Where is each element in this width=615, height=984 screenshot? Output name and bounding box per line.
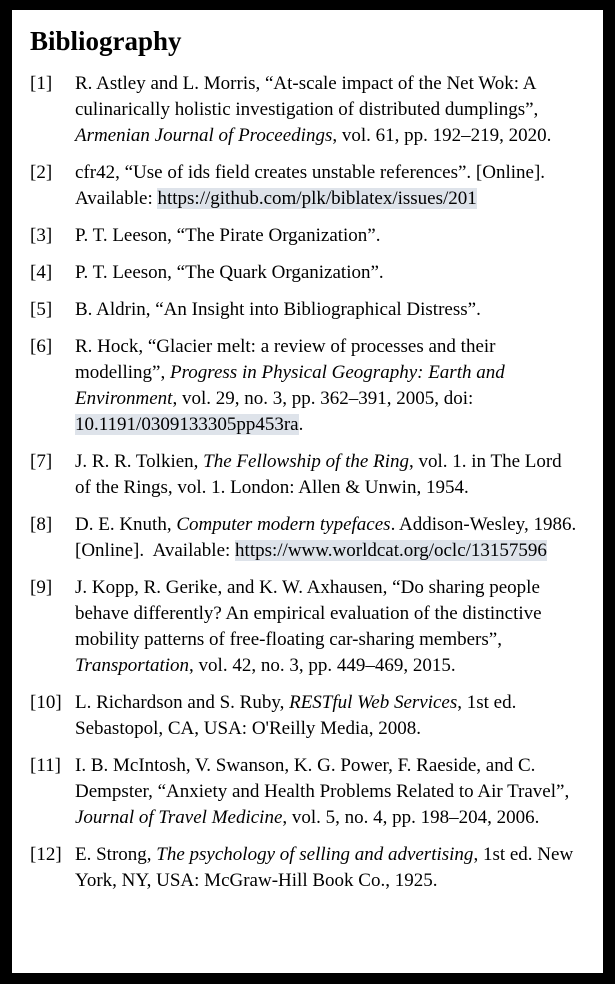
bib-text: , vol. 61, pp. 192–219, 2020. bbox=[332, 125, 552, 146]
bib-entry bbox=[30, 753, 577, 831]
bib-title-italic: The Fellowship of the Ring bbox=[203, 451, 409, 472]
bib-text: , 1st ed. Sebastopol, CA, USA: O'Reilly Media, 2008. bbox=[75, 692, 517, 739]
bib-title-italic: The psychology of selling and advertising bbox=[156, 844, 474, 865]
bib-text: J. R. R. Tolkien, bbox=[75, 451, 204, 472]
bib-text: J. Kopp, R. Gerike, and K. W. Axhausen, “Do sharing people behave differently? An empirical evaluation of the distinctive mobility patterns of free-floating car-sharing members”, bbox=[75, 577, 542, 650]
bib-entry-number: [10] bbox=[30, 692, 62, 713]
bib-link[interactable]: 10.1191/0309133305pp453ra bbox=[75, 414, 299, 435]
bib-entry-text bbox=[75, 512, 577, 564]
bib-entry bbox=[30, 260, 577, 286]
bib-entry-number: [9] bbox=[30, 577, 53, 598]
bib-entry bbox=[30, 297, 577, 323]
bib-entry-number: [6] bbox=[30, 336, 53, 357]
bib-link[interactable]: https://github.com/plk/biblatex/issues/201 bbox=[157, 188, 477, 209]
bib-entry-text bbox=[75, 297, 577, 323]
bib-entry-number: [1] bbox=[30, 73, 53, 94]
bib-text: , vol. 29, no. 3, pp. 362–391, 2005, doi: bbox=[172, 388, 474, 409]
bib-link[interactable]: https://www.worldcat.org/oclc/13157596 bbox=[235, 540, 547, 561]
bib-text: cfr42, “Use of ids field creates unstable references”. [Online]. Available: bbox=[75, 162, 546, 209]
bib-entry bbox=[30, 223, 577, 249]
bib-title-italic: Progress in Physical Geography: Earth and Environment bbox=[75, 362, 505, 409]
bib-entry-text bbox=[75, 449, 577, 501]
bib-title-italic: Armenian Journal of Proceedings bbox=[75, 125, 333, 146]
bib-text: . bbox=[298, 414, 304, 435]
document-page bbox=[12, 10, 603, 973]
bib-text: E. Strong, bbox=[75, 844, 157, 865]
bib-title-italic: Transportation bbox=[75, 655, 190, 676]
bib-entry bbox=[30, 512, 577, 564]
bib-text: , 1st ed. New York, NY, USA: McGraw-Hill Book Co., 1925. bbox=[75, 844, 574, 891]
bib-entry bbox=[30, 690, 577, 742]
bib-entry-number: [11] bbox=[30, 755, 61, 776]
bib-entry-number: [3] bbox=[30, 225, 53, 246]
bib-text: I. B. McIntosh, V. Swanson, K. G. Power, F. Raeside, and C. Dempster, “Anxiety and Health Problems Related to Air Travel”, bbox=[75, 755, 570, 802]
bib-entry-text bbox=[75, 334, 577, 438]
bib-text: L. Richardson and S. Ruby, bbox=[75, 692, 290, 713]
bib-entry-text bbox=[75, 223, 577, 249]
bib-entry bbox=[30, 842, 577, 894]
bib-text: P. T. Leeson, “The Quark Organization”. bbox=[75, 262, 384, 283]
bib-title-italic: RESTful Web Services bbox=[289, 692, 458, 713]
bib-entry bbox=[30, 160, 577, 212]
bib-entry bbox=[30, 71, 577, 149]
bib-entry-number: [8] bbox=[30, 514, 53, 535]
bib-text: D. E. Knuth, bbox=[75, 514, 177, 535]
bib-entry-number: [4] bbox=[30, 262, 53, 283]
bib-text: . Addison-Wesley, 1986. [Online]. Available: bbox=[75, 514, 577, 561]
bib-entry-text bbox=[75, 753, 577, 831]
bib-entry-number: [2] bbox=[30, 162, 53, 183]
bib-entry-number: [7] bbox=[30, 451, 53, 472]
bib-title-italic: Computer modern typefaces bbox=[176, 514, 391, 535]
bib-text: , vol. 1. in The Lord of the Rings, vol. 1. London: Allen & Unwin, 1954. bbox=[75, 451, 562, 498]
bib-entry-text bbox=[75, 260, 577, 286]
bib-title-italic: Journal of Travel Medicine bbox=[75, 807, 283, 828]
bib-entry-text bbox=[75, 842, 577, 894]
bib-text: P. T. Leeson, “The Pirate Organization”. bbox=[75, 225, 381, 246]
bib-entry bbox=[30, 575, 577, 679]
bib-text: , vol. 5, no. 4, pp. 198–204, 2006. bbox=[282, 807, 540, 828]
bib-text: B. Aldrin, “An Insight into Bibliographical Distress”. bbox=[75, 299, 481, 320]
bib-entry bbox=[30, 334, 577, 438]
bib-entry bbox=[30, 449, 577, 501]
bib-entry-text bbox=[75, 160, 577, 212]
bibliography-list bbox=[30, 71, 577, 894]
bib-text: R. Hock, “Glacier melt: a review of processes and their modelling”, bbox=[75, 336, 496, 383]
bib-entry-text bbox=[75, 690, 577, 742]
bib-text: , vol. 42, no. 3, pp. 449–469, 2015. bbox=[189, 655, 456, 676]
bib-entry-text bbox=[75, 71, 577, 149]
bib-text: R. Astley and L. Morris, “At-scale impact of the Net Wok: A culinarically holistic investigation of distributed dumplings”, bbox=[75, 73, 539, 120]
page-title: Bibliography bbox=[30, 26, 182, 56]
bib-entry-text bbox=[75, 575, 577, 679]
bib-entry-number: [5] bbox=[30, 299, 53, 320]
bib-entry-number: [12] bbox=[30, 844, 62, 865]
